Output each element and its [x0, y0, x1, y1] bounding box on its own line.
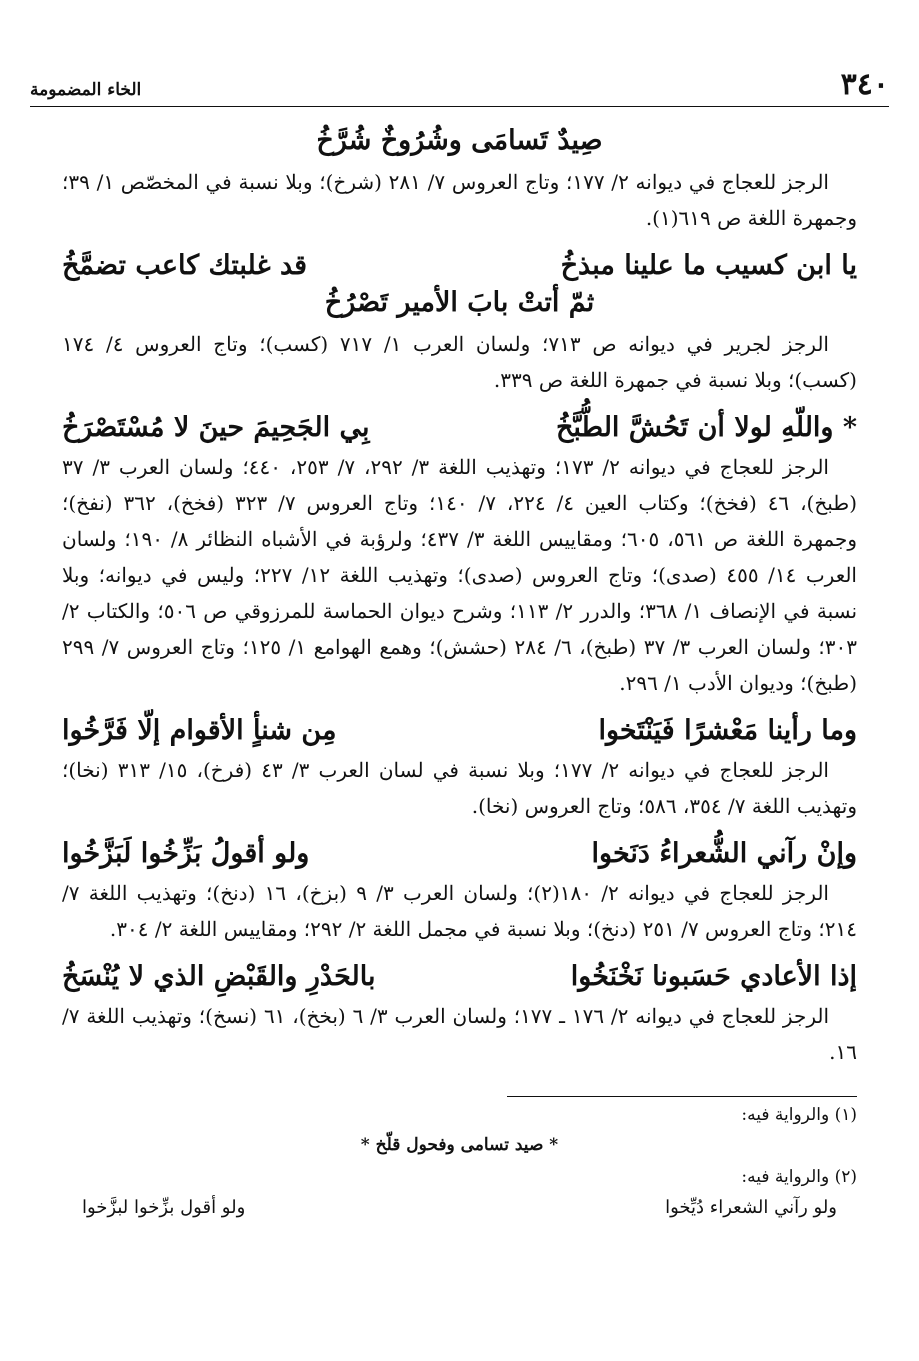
- verse-second-hemistich: قد غلبتك كاعب تضمَّخُ: [62, 250, 308, 281]
- verse-line: صِيدٌ تَسامَى وشُرُوخٌ شُرَّخُ: [316, 125, 603, 156]
- citation-paragraph: الرجز للعجاج في ديوانه ٢/ ١٧٧؛ وتاج العروس ٧/ ٢٨١ (شرخ)؛ وبلا نسبة في المخصّص ١/ ٣٩؛ وجمهرة اللغة ص ٦١٩(١).: [62, 170, 857, 230]
- verse-row: [62, 412, 857, 443]
- page-number: ٣٤٠: [840, 67, 889, 102]
- citation-paragraph: الرجز لجرير في ديوانه ص ٧١٣؛ ولسان العرب ١/ ٧١٧ (كسب)؛ وتاج العروس ٤/ ١٧٤ (كسب)؛ وبلا نسبة في جمهرة اللغة ص ٣٣٩.: [62, 332, 857, 392]
- verse-row: [62, 715, 857, 746]
- footnote-2-verse: [82, 1197, 837, 1218]
- verse-second-hemistich: بِي الجَحِيمَ حينَ لا مُسْتَصْرَخُ: [62, 412, 370, 443]
- verse-first-hemistich: يا ابن كسيب ما علينا مبذخُ: [560, 250, 857, 281]
- verse-row: [62, 250, 857, 281]
- citation-paragraph: الرجز للعجاج في ديوانه ٢/ ١٧٣؛ وتهذيب اللغة ٣/ ٢٩٢، ٧/ ٢٥٣، ٤٤٠؛ ولسان العرب ٣/ ٣٧ (طبخ)، ٤٦ (فخخ)؛ وكتاب العين ٤/ ٢٢٤، ٧/ ١٤٠؛ وتاج العروس ٧/ ٣٢٣ (فخخ)، ٣٦٢ (نفخ)؛ وجمهرة اللغة ص ٥٦١، ٦٠٥؛ ومقاييس اللغة ٣/ ٤٣٧؛ ولرؤبة في الأشباه النظائر ٨/ ١٩٠؛ ولسان العرب ١٤/ ٤٥٥ (صدى)؛ وتاج العروس (صدى)؛ وتهذيب اللغة ١٢/ ٢٢٧؛ وليس في ديوانه؛ وبلا نسبة في الإنصاف ١/ ٣٦٨؛ والدرر ٢/ ١١٣؛ وشرح ديوان الحماسة للمرزوقي ص ٥٠٦؛ والكتاب ٢/ ٣٠٣؛ ولسان العرب ٣/ ٣٧ (طبخ)، ٦/ ٢٨٤ (حشش)؛ وهمع الهوامع ١/ ١٢٥؛ وتاج العروس ٧/ ٢٩٩ (طبخ)؛ وديوان الأدب ١/ ٢٩٦.: [62, 455, 858, 695]
- footnote-2-first-hemistich: ولو رآني الشعراء دُيِّخوا: [665, 1197, 837, 1218]
- verse-first-hemistich: وإنْ رآني الشُّعراءُ دَنَخوا: [591, 838, 857, 869]
- verse-second-hemistich: بالحَدْرِ والقَبْضِ الذي لا يُنْسَخُ: [62, 961, 376, 992]
- verse-line: ثمّ أتتْ بابَ الأمير تَصْرُخُ: [324, 287, 595, 318]
- footnote-1-verse: * صيد تسامى وفحول قلّخ *: [360, 1135, 559, 1155]
- page-header: [30, 58, 889, 107]
- citation-paragraph: الرجز للعجاج في ديوانه ٢/ ١٧٧؛ وبلا نسبة في لسان العرب ٣/ ٤٣ (فرخ)، ١٥/ ٣١٣ (نخا)؛ وتهذيب اللغة ٧/ ٣٥٤، ٥٨٦؛ وتاج العروس (نخا).: [62, 758, 857, 818]
- verse-first-hemistich: وما رأينا مَعْشرًا فَيَنْتَخوا: [598, 715, 857, 746]
- footnote-2-label: (٢) والرواية فيه:: [741, 1167, 857, 1187]
- footnote-divider: [507, 1096, 857, 1097]
- citation-paragraph: الرجز للعجاج في ديوانه ٢/ ١٧٦ ـ ١٧٧؛ ولسان العرب ٣/ ٦ (بخخ)، ٦١ (نسخ)؛ وتهذيب اللغة ٧/ ١٦.: [62, 1004, 857, 1064]
- verse-second-hemistich: مِن شنأٍ الأقوام إلّا فَرَّخُوا: [62, 715, 337, 746]
- verse-row: [62, 961, 857, 992]
- footnote-2-second-hemistich: ولو أقول بزِّخوا لبزَّخوا: [82, 1197, 246, 1218]
- verse-first-hemistich: * واللّهِ لولا أن تَحُشَّ الطُّبَّخُ: [555, 412, 857, 443]
- footnote-1-label: (١) والرواية فيه:: [741, 1105, 857, 1125]
- running-title: الخاء المضمومة: [30, 80, 142, 100]
- verse-first-hemistich: إذا الأعادي حَسَبونا نَخْنَخُوا: [570, 961, 857, 992]
- citation-paragraph: الرجز للعجاج في ديوانه ٢/ ١٨٠(٢)؛ ولسان العرب ٣/ ٩ (بزخ)، ١٦ (دنخ)؛ وتهذيب اللغة ٧/ ٢١٤؛ وتاج العروس ٧/ ٢٥١ (دنخ)؛ وبلا نسبة في مجمل اللغة ٢/ ٢٩٢؛ ومقاييس اللغة ٢/ ٣٠٤.: [62, 881, 857, 941]
- verse-second-hemistich: ولو أقولُ بَزِّخُوا لَبَزَّخُوا: [62, 838, 310, 869]
- verse-row: [62, 838, 857, 869]
